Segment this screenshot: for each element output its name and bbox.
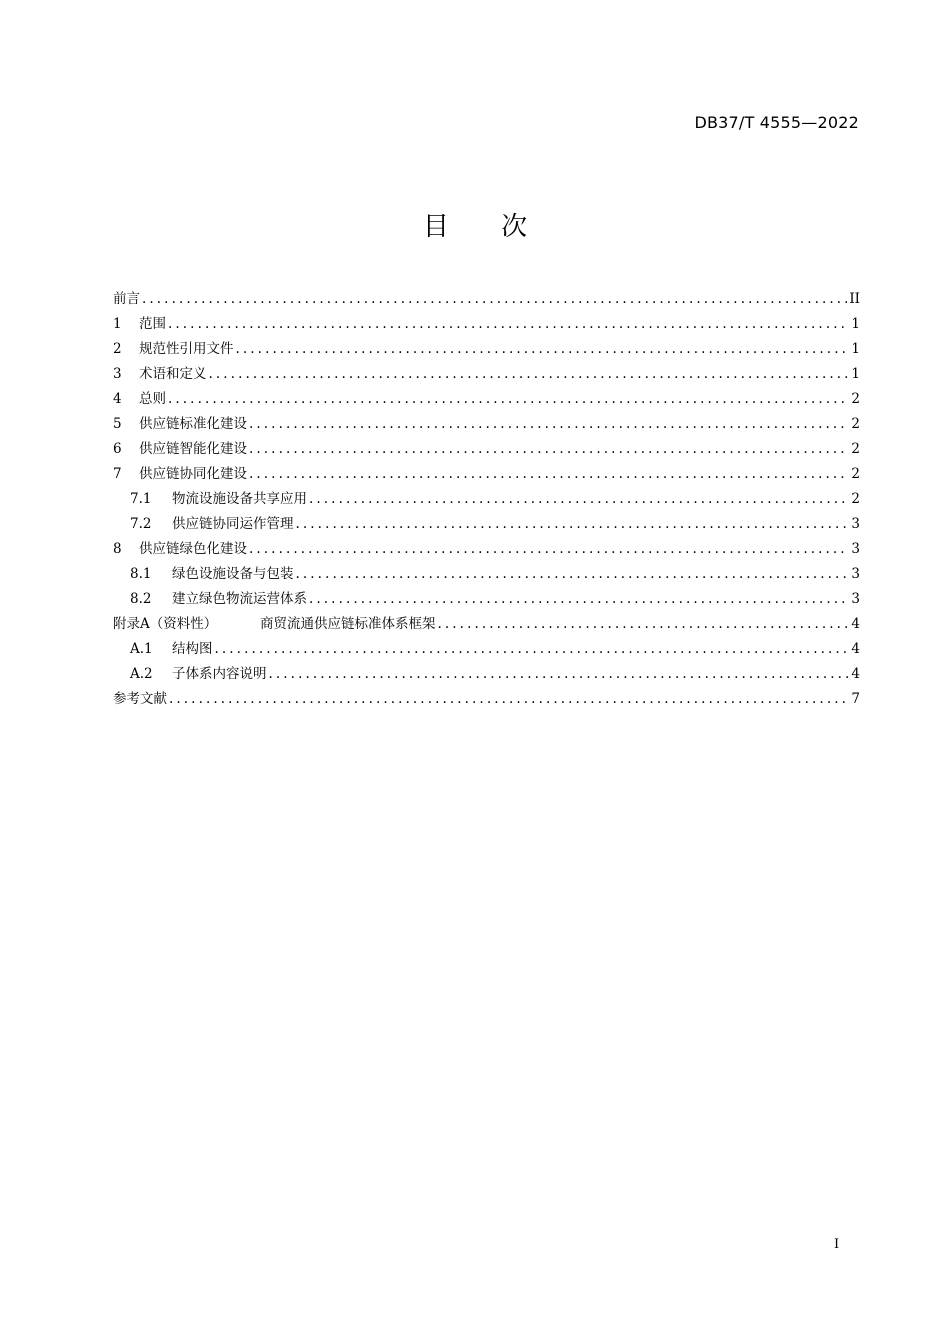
toc-entry-page: 2: [851, 416, 860, 432]
toc-entry-page: 2: [851, 491, 860, 507]
toc-entry-page: 3: [851, 541, 860, 557]
table-of-contents: [113, 287, 860, 712]
toc-leader-dots: [309, 587, 849, 612]
page-number: I: [834, 1237, 840, 1252]
toc-entry-page: 1: [851, 316, 860, 332]
toc-leader-dots: [296, 512, 850, 537]
toc-leader-dots: [142, 287, 847, 312]
toc-entry-a-2[interactable]: [113, 662, 860, 687]
toc-entry-number: 8.2: [130, 591, 152, 607]
toc-entry-7-2[interactable]: [113, 512, 860, 537]
toc-entry-number: 7.2: [130, 516, 152, 532]
toc-entry-number: 1: [113, 316, 122, 332]
toc-entry-4[interactable]: [113, 387, 860, 412]
toc-entry-label: 供应链绿色化建设: [139, 541, 247, 557]
toc-leader-dots: [309, 487, 849, 512]
toc-entry-number: 附录A（资料性）: [113, 616, 218, 632]
toc-leader-dots: [249, 437, 849, 462]
toc-entry-label: 子体系内容说明: [172, 666, 267, 682]
toc-entry-label: 前言: [113, 291, 140, 307]
toc-entry-number: 7.1: [130, 491, 152, 507]
toc-entry-label: 总则: [139, 391, 166, 407]
toc-leader-dots: [209, 362, 850, 387]
toc-entry-page: 4: [851, 616, 860, 632]
toc-entry-label: 供应链智能化建设: [139, 441, 247, 457]
toc-entry-label: 参考文献: [113, 691, 167, 707]
toc-entry-a-1[interactable]: [113, 637, 860, 662]
toc-leader-dots: [269, 662, 850, 687]
toc-entry-number: 2: [113, 341, 122, 357]
toc-leader-dots: [296, 562, 850, 587]
toc-entry-2[interactable]: [113, 337, 860, 362]
toc-entry-page: 3: [851, 566, 860, 582]
toc-entry-label: 术语和定义: [139, 366, 207, 382]
toc-entry-label: 绿色设施设备与包装: [172, 566, 294, 582]
toc-entry-3[interactable]: [113, 362, 860, 387]
document-code: DB37/T 4555—2022: [694, 113, 859, 132]
toc-entry-8-2[interactable]: [113, 587, 860, 612]
toc-entry-label: 商贸流通供应链标准体系框架: [260, 616, 436, 632]
toc-entry-page: 3: [851, 516, 860, 532]
toc-leader-dots: [169, 687, 849, 712]
toc-entry-number: 6: [113, 441, 122, 457]
toc-entry-number: 8: [113, 541, 122, 557]
toc-entry-label: 结构图: [172, 641, 213, 657]
toc-entry-label: 物流设施设备共享应用: [172, 491, 307, 507]
toc-entry-8[interactable]: [113, 537, 860, 562]
toc-entry-appendix-a[interactable]: [113, 612, 860, 637]
toc-entry-number: A.1: [130, 641, 153, 657]
toc-entry-5[interactable]: [113, 412, 860, 437]
toc-title: 目 次: [422, 212, 550, 242]
toc-entry-number: 8.1: [130, 566, 152, 582]
toc-leader-dots: [249, 537, 849, 562]
toc-entry-page: 1: [851, 341, 860, 357]
toc-entry-number: 5: [113, 416, 122, 432]
toc-entry-6[interactable]: [113, 437, 860, 462]
toc-entry-page: II: [849, 291, 860, 307]
toc-entry-number: 7: [113, 466, 122, 482]
toc-entry-label: 供应链协同运作管理: [172, 516, 294, 532]
toc-entry-page: 2: [851, 441, 860, 457]
toc-entry-label: 供应链协同化建设: [139, 466, 247, 482]
toc-leader-dots: [168, 387, 849, 412]
toc-entry-number: A.2: [130, 666, 153, 682]
toc-entry-label: 建立绿色物流运营体系: [172, 591, 307, 607]
toc-entry-page: 2: [851, 391, 860, 407]
toc-leader-dots: [438, 612, 850, 637]
toc-entry-7-1[interactable]: [113, 487, 860, 512]
toc-entry-number: 3: [113, 366, 122, 382]
toc-entry-label: 规范性引用文件: [139, 341, 234, 357]
toc-entry-label: 范围: [139, 316, 166, 332]
toc-leader-dots: [249, 462, 849, 487]
toc-leader-dots: [168, 312, 849, 337]
toc-entry-1[interactable]: [113, 312, 860, 337]
toc-entry-page: 1: [851, 366, 860, 382]
toc-entry-label: 供应链标准化建设: [139, 416, 247, 432]
toc-entry-7[interactable]: [113, 462, 860, 487]
toc-entry-page: 7: [851, 691, 860, 707]
toc-entry-page: 3: [851, 591, 860, 607]
toc-entry-page: 4: [851, 666, 860, 682]
toc-entry-page: 2: [851, 466, 860, 482]
toc-entry-page: 4: [851, 641, 860, 657]
toc-entry-foreword[interactable]: [113, 287, 860, 312]
toc-entry-8-1[interactable]: [113, 562, 860, 587]
toc-leader-dots: [236, 337, 850, 362]
toc-entry-number: 4: [113, 391, 122, 407]
toc-leader-dots: [215, 637, 850, 662]
toc-leader-dots: [249, 412, 849, 437]
toc-entry-references[interactable]: [113, 687, 860, 712]
